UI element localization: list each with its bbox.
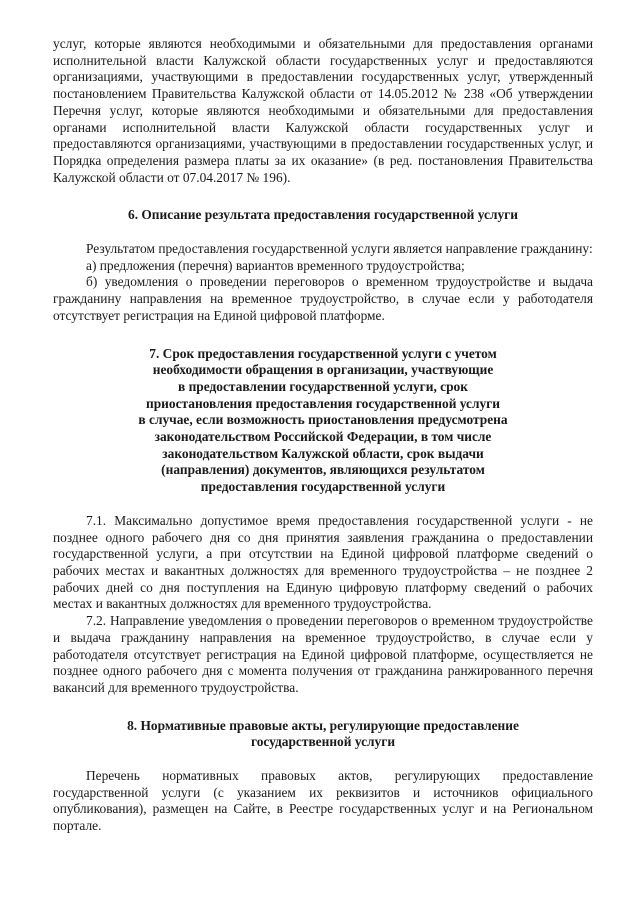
section-8-heading-line: 8. Нормативные правовые акты, регулирующие предоставление (127, 717, 519, 733)
section-8-heading-line: государственной услуги (250, 734, 396, 750)
section-6-lead: Результатом предоставления государственной услуги является направление гражданину: (86, 241, 593, 257)
section-8-paragraph-1: Перечень нормативных правовых актов, регулирующих предоставление государственной услуги (с указанием их реквизитов и источников официального опубликования), размещен на Сайте, в Реестре государственных услуг и на Региональном портале. (53, 768, 593, 834)
intro-paragraph: услуг, которые являются необходимыми и обязательными для предоставления органами исполнительной власти Калужской области государственных услуг и предоставляются организациями, участвующими в предоставлении государственных услуг, утвержденный постановлением Правительства Калужской области от 14.05.2012 № 238 «Об утверждении Перечня услуг, которые являются необходимыми и обязательными для предоставления органами исполнительной власти Калужской области государственных услуг и предоставляются организациями, участвующими в предоставлении государственных услуг, и Порядка определения размера платы за их оказание» (в ред. постановления Правительства Калужской области от 07.04.2017 № 196). (53, 36, 593, 185)
section-7-heading-line: приостановления предоставления государственной услуги (146, 395, 500, 411)
section-7-heading-line: (направления) документов, являющихся результатом (161, 462, 485, 478)
section-7-paragraph-1: 7.1. Максимально допустимое время предоставления государственной услуги - не позднее одного рабочего дня со дня принятия заявления гражданина о предоставлении государственной услуги, а при отсутствии на Единой цифровой платформе сведений о рабочих местах и вакантных должностях для временного трудоустройства – не позднее 2 рабочих дней со дня поступления на Единую цифровую платформу сведений о рабочих местах и вакантных должностях для временного трудоустройства. (53, 512, 593, 612)
section-7-heading-line: предоставления государственной услуги (200, 479, 446, 495)
section-7-paragraph-2: 7.2. Направление уведомления о проведении переговоров о временном трудоустройстве и выдача гражданину направления на временное трудоустройство, в случае если у работодателя отсутствует регистрация на Единой цифровой платформе, осуществляется не позднее одного рабочего дня с момента получения от гражданина ранжированного перечня вакансий для временного трудоустройства. (53, 613, 593, 695)
section-7-heading-line: законодательством Российской Федерации, в том числе (154, 429, 492, 445)
document-page (53, 36, 593, 835)
section-7-heading-line: законодательством Калужской области, срок выдачи (162, 445, 484, 461)
section-7-heading (53, 346, 593, 496)
section-7-heading-line: 7. Срок предоставления государственной услуги с учетом (149, 345, 497, 361)
section-6-item-a: а) предложения (перечня) вариантов временного трудоустройства; (86, 257, 465, 273)
section-6-item-b: б) уведомления о проведении переговоров о временном трудоустройстве и выдача гражданину направления на временное трудоустройство, в случае если у работодателя отсутствует регистрация на Единой цифровой платформе. (53, 274, 593, 323)
section-7-heading-line: в случае, если возможность приостановления предусмотрена (138, 412, 508, 428)
section-7-heading-line: в предоставлении государственной услуги, срок (178, 378, 468, 394)
section-7-heading-line: необходимости обращения в организации, участвующие (152, 362, 494, 378)
section-6-heading: 6. Описание результата предоставления государственной услуги (128, 207, 518, 223)
section-8-heading (53, 718, 593, 751)
